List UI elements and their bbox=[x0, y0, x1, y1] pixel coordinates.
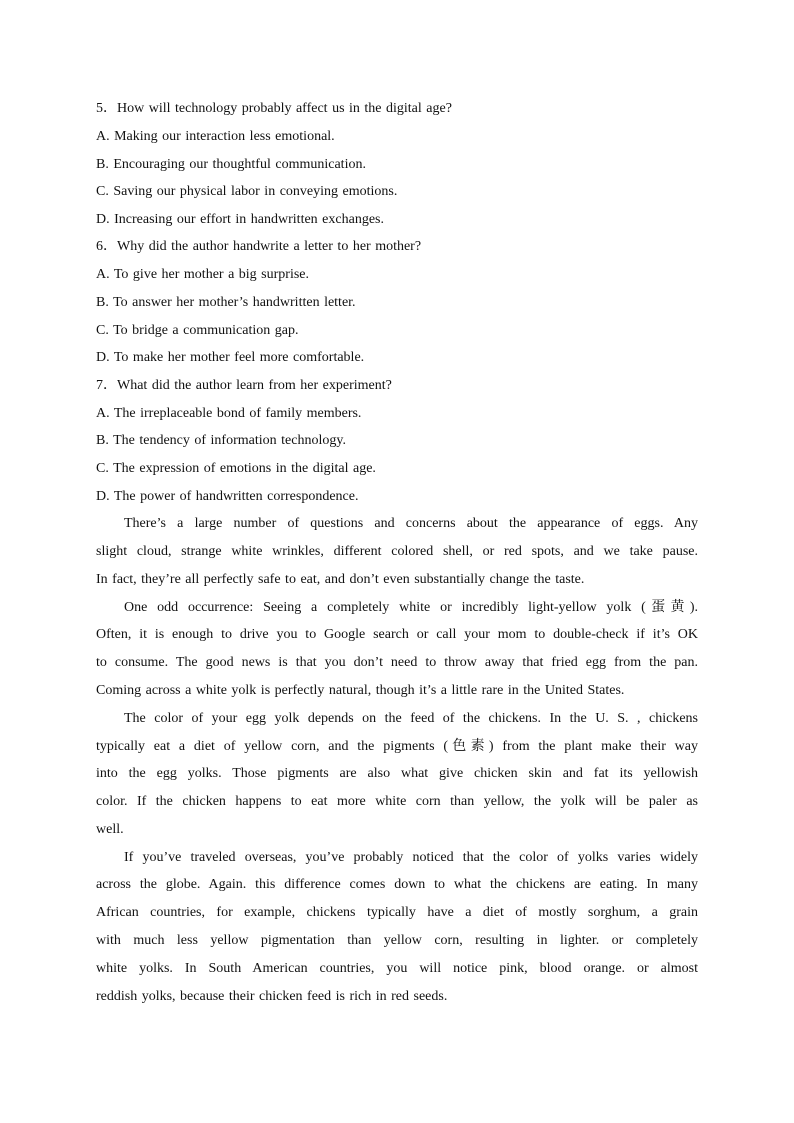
option-a: A. Making our interaction less emotional. bbox=[96, 129, 335, 144]
passage-paragraph-3 bbox=[96, 705, 698, 844]
option-b: B. The tendency of information technology. bbox=[96, 433, 346, 449]
passage-paragraph-4 bbox=[96, 844, 698, 1011]
paragraph-line: In fact, they’re all perfectly safe to eat, and don’t even substantially change the taste. bbox=[96, 571, 585, 587]
paragraph-line: Often, it is enough to drive you to Google search or call your mom to double-check if it’s OK bbox=[96, 627, 698, 643]
option-a: A. To give her mother a big surprise. bbox=[96, 267, 309, 283]
paragraph-line: slight cloud, strange white wrinkles, different colored shell, or red spots, and we take pause. bbox=[96, 543, 698, 559]
question-6 bbox=[96, 233, 698, 371]
paragraph-line: African countries, for example, chickens typically have a diet of mostly sorghum, a grain bbox=[96, 905, 698, 921]
paragraph-line: One odd occurrence: Seeing a completely white or incredibly light-yellow yolk (蛋黄). bbox=[124, 599, 698, 615]
option-d: D. Increasing our effort in handwritten exchanges. bbox=[96, 211, 384, 227]
option-b: B. Encouraging our thoughtful communication. bbox=[96, 156, 366, 172]
paragraph-line: color. If the chicken happens to eat more white corn than yellow, the yolk will be paler as bbox=[96, 794, 698, 810]
paragraph-line: reddish yolks, because their chicken feed is rich in red seeds. bbox=[96, 988, 448, 1004]
paragraph-line: The color of your egg yolk depends on the feed of the chickens. In the U. S. , chickens bbox=[124, 710, 698, 726]
paragraph-line: well. bbox=[96, 821, 124, 837]
question-stem: 6．Why did the author handwrite a letter to her mother? bbox=[96, 239, 422, 255]
option-a: A. The irreplaceable bond of family members. bbox=[96, 405, 362, 421]
question-7 bbox=[96, 372, 698, 510]
paragraph-line: into the egg yolks. Those pigments are also what give chicken skin and fat its yellowish bbox=[96, 766, 698, 782]
passage-paragraph-2 bbox=[96, 594, 698, 705]
paragraph-line: If you’ve traveled overseas, you’ve probably noticed that the color of yolks varies widely bbox=[124, 849, 698, 865]
question-5 bbox=[96, 95, 698, 233]
paragraph-line: across the globe. Again. this difference comes down to what the chickens are eating. In many bbox=[96, 877, 698, 893]
paragraph-line: Coming across a white yolk is perfectly natural, though it’s a little rare in the United States. bbox=[96, 682, 625, 698]
question-stem: 7．What did the author learn from her experiment? bbox=[96, 377, 392, 393]
option-c: C. The expression of emotions in the digital age. bbox=[96, 460, 376, 476]
paragraph-line: typically eat a diet of yellow corn, and the pigments (色素) from the plant make their way bbox=[96, 738, 698, 754]
question-stem: 5．How will technology probably affect us in the digital age? bbox=[96, 101, 452, 116]
paragraph-line: with much less yellow pigmentation than yellow corn, resulting in lighter. or completely bbox=[96, 933, 698, 949]
option-b: B. To answer her mother’s handwritten letter. bbox=[96, 294, 356, 310]
option-c: C. Saving our physical labor in conveying emotions. bbox=[96, 184, 398, 200]
option-d: D. To make her mother feel more comfortable. bbox=[96, 350, 365, 366]
paragraph-line: to consume. The good news is that you don’t need to throw away that fried egg from the pan. bbox=[96, 655, 698, 671]
reading-passage bbox=[96, 510, 698, 1010]
paragraph-line: There’s a large number of questions and concerns about the appearance of eggs. Any bbox=[124, 516, 698, 532]
paragraph-line: white yolks. In South American countries, you will notice pink, blood orange. or almost bbox=[96, 960, 698, 976]
passage-paragraph-1 bbox=[96, 510, 698, 593]
option-d: D. The power of handwritten correspondence. bbox=[96, 488, 359, 504]
option-c: C. To bridge a communication gap. bbox=[96, 322, 299, 338]
